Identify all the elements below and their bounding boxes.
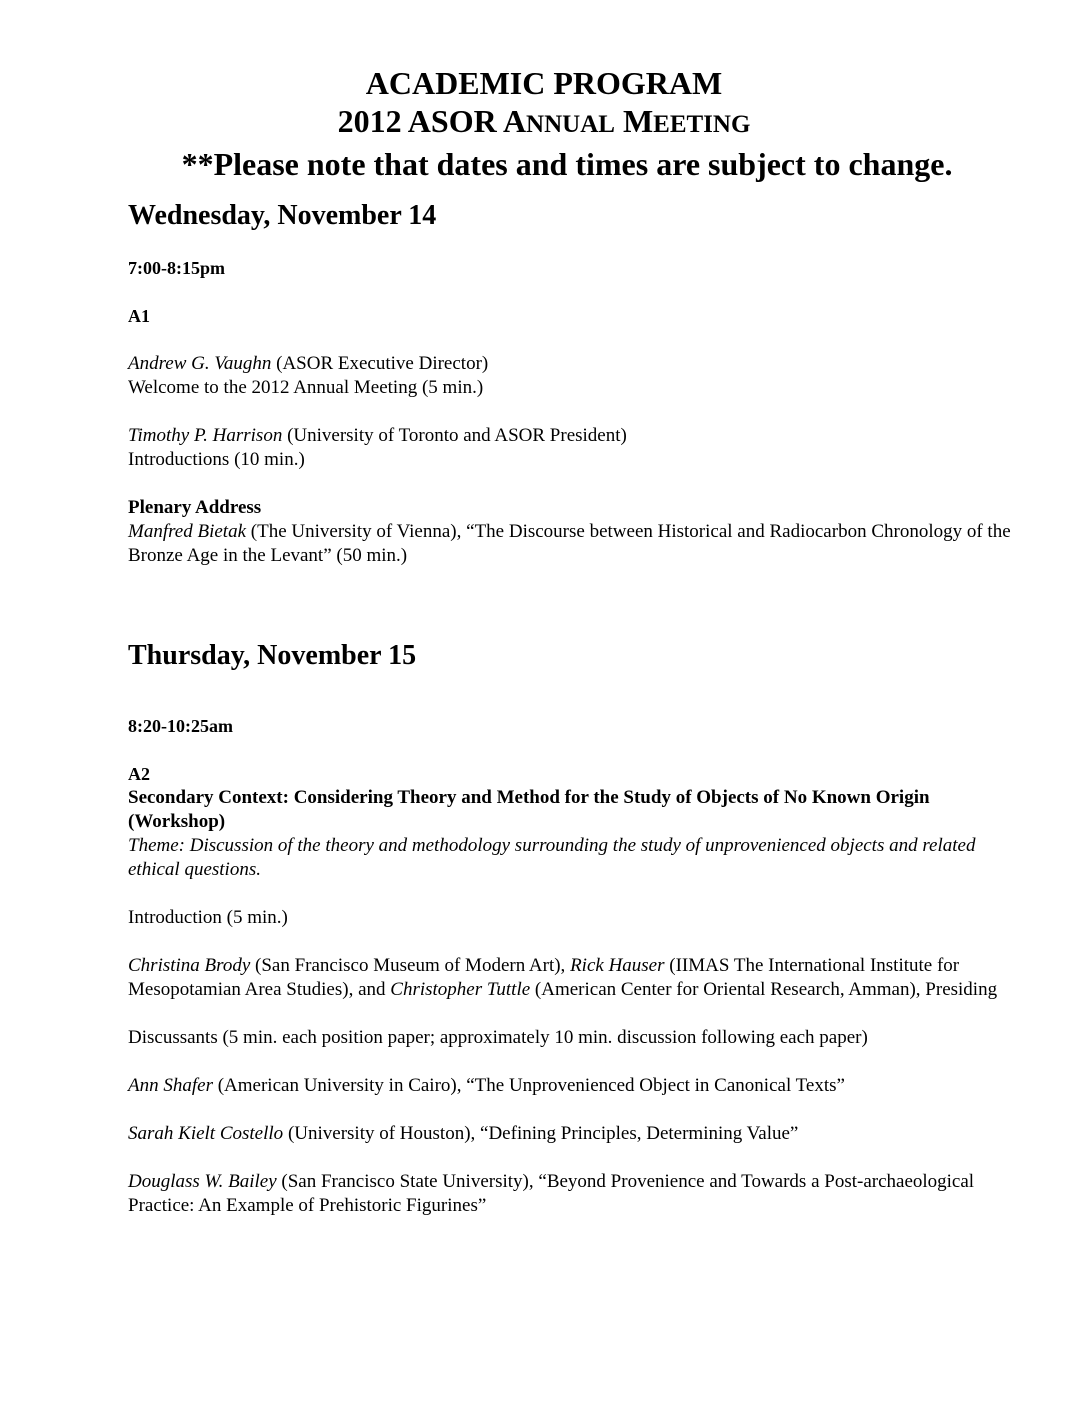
presider-affiliation: (IIMAS The International Institute for Mesopotamian Area Studies), and [128,955,960,1000]
agenda-item-detail: Introductions (10 min.) [128,449,305,470]
author-name: Ann Shafer [128,1075,213,1096]
session-code: A1 [128,306,150,326]
meeting-title-part1: 2012 ASOR A [337,103,527,139]
program-content [128,198,1028,1218]
session-theme: Theme: Discussion of the theory and methodology surrounding the study of unprovenienced objects and related ethical questions. [128,835,976,880]
paper-description: (American University in Cairo), “The Unprovenienced Object in Canonical Texts” [212,1075,845,1096]
presider-affiliation: (American Center for Oriental Research, Amman), Presiding [530,979,998,1000]
author-name: Douglass W. Bailey [128,1171,277,1192]
presiding-list [128,954,1028,1002]
plenary-address [128,520,1028,568]
paper-description: (San Francisco State University), “Beyond Provenience and Towards a Post-archaeological Practice: An Example of Prehistoric Figurines” [128,1171,975,1216]
paper-description: (University of Houston), “Defining Principles, Determining Value” [283,1123,799,1144]
speaker-name: Andrew G. Vaughn [128,353,272,374]
agenda-item [128,352,1028,376]
speaker-name: Manfred Bietak [128,521,247,542]
program-title: ACADEMIC PROGRAM [365,65,723,101]
meeting-title-part4: EETING [653,111,751,138]
speaker-affiliation: (ASOR Executive Director) [271,353,489,374]
paper-entry [128,1122,1028,1146]
plenary-description: (The University of Vienna), “The Discourse between Historical and Radiocarbon Chronology of the Bronze Age in the Levant” (50 min.) [128,521,1011,566]
agenda-item [128,424,1028,448]
plenary-label: Plenary Address [128,497,262,518]
presider-name: Christina Brody [128,955,251,976]
presider-name: Christopher Tuttle [390,979,531,1000]
presider-name: Rick Hauser [570,955,665,976]
day-heading-wednesday: Wednesday, November 14 [128,200,437,231]
meeting-title-part3: M [614,103,654,139]
agenda-item-detail: Welcome to the 2012 Annual Meeting (5 min.) [128,377,484,398]
paper-entry [128,1170,1028,1218]
session-time: 7:00-8:15pm [128,258,225,278]
meeting-title-part2: NNUAL [526,111,615,138]
meeting-title [0,102,1088,144]
author-name: Sarah Kielt Costello [128,1123,284,1144]
speaker-affiliation: (University of Toronto and ASOR President) [282,425,627,446]
session-code: A2 [128,764,150,784]
discussants-note: Discussants (5 min. each position paper; approximately 10 min. discussion following each paper) [128,1027,868,1048]
change-notice: **Please note that dates and times are subject to change. [181,146,953,182]
agenda-item: Introduction (5 min.) [128,907,288,928]
paper-entry [128,1074,1028,1098]
day-heading-thursday: Thursday, November 15 [128,640,417,671]
document-header [0,64,1088,184]
session-title: Secondary Context: Considering Theory and Method for the Study of Objects of No Known Origin (Workshop) [128,787,930,832]
presider-affiliation: (San Francisco Museum of Modern Art), [250,955,571,976]
speaker-name: Timothy P. Harrison [128,425,283,446]
session-time: 8:20-10:25am [128,716,233,736]
